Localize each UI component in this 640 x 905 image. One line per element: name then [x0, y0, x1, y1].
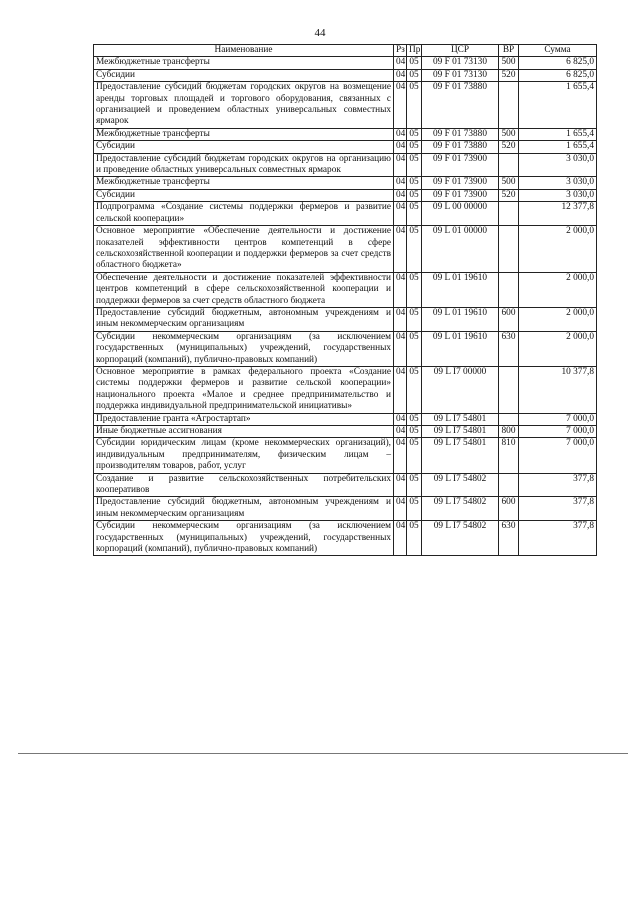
row-rz: 04 [394, 189, 407, 201]
row-sum: 377,8 [519, 521, 597, 556]
row-pr: 05 [407, 366, 422, 413]
column-header-pr: Пр [407, 45, 422, 57]
row-name: Предоставление субсидий бюджетным, автономным учреждениям и иным некоммерческим организациям [94, 497, 394, 521]
row-pr: 05 [407, 497, 422, 521]
row-name: Межбюджетные трансферты [94, 57, 394, 69]
table-row [94, 473, 597, 497]
row-vr: 520 [499, 189, 519, 201]
row-pr: 05 [407, 413, 422, 425]
row-sum: 6 825,0 [519, 57, 597, 69]
row-rz: 04 [394, 413, 407, 425]
row-pr: 05 [407, 438, 422, 473]
row-name: Предоставление субсидий бюджетным, автономным учреждениям и иным некоммерческим организациям [94, 307, 394, 331]
row-csr: 09 L 01 00000 [422, 226, 499, 273]
row-vr: 500 [499, 128, 519, 140]
row-sum: 6 825,0 [519, 69, 597, 81]
row-sum: 7 000,0 [519, 426, 597, 438]
row-csr: 09 F 01 73130 [422, 57, 499, 69]
row-name: Субсидии [94, 141, 394, 153]
row-name: Предоставление субсидий бюджетам городских округов на организацию и проведение областных универсальных совместных ярмарок [94, 153, 394, 177]
row-pr: 05 [407, 226, 422, 273]
table-row [94, 307, 597, 331]
row-sum: 2 000,0 [519, 272, 597, 307]
row-sum: 2 000,0 [519, 307, 597, 331]
row-sum: 1 655,4 [519, 141, 597, 153]
table-row [94, 177, 597, 189]
row-pr: 05 [407, 473, 422, 497]
table-row [94, 57, 597, 69]
row-vr: 810 [499, 438, 519, 473]
row-rz: 04 [394, 272, 407, 307]
row-vr [499, 473, 519, 497]
row-sum: 2 000,0 [519, 331, 597, 366]
table-row [94, 128, 597, 140]
row-rz: 04 [394, 177, 407, 189]
row-vr: 800 [499, 426, 519, 438]
row-vr: 520 [499, 69, 519, 81]
row-name: Субсидии [94, 69, 394, 81]
row-pr: 05 [407, 331, 422, 366]
row-name: Предоставление субсидий бюджетам городских округов на возмещение аренды торговых площадей и торгового оборудования, связанных с организацией и проведением областных универсальных совместных ярмарок [94, 82, 394, 129]
row-pr: 05 [407, 189, 422, 201]
column-header-csr: ЦСР [422, 45, 499, 57]
row-sum: 1 655,4 [519, 82, 597, 129]
row-rz: 04 [394, 497, 407, 521]
column-header-vr: ВР [499, 45, 519, 57]
row-rz: 04 [394, 128, 407, 140]
row-vr [499, 413, 519, 425]
table-row [94, 202, 597, 226]
row-vr: 600 [499, 497, 519, 521]
row-name: Иные бюджетные ассигнования [94, 426, 394, 438]
row-sum: 7 000,0 [519, 413, 597, 425]
table-row [94, 189, 597, 201]
table-row [94, 413, 597, 425]
row-rz: 04 [394, 57, 407, 69]
column-header-name: Наименование [94, 45, 394, 57]
column-header-rz: Рз [394, 45, 407, 57]
row-vr [499, 153, 519, 177]
bottom-divider [18, 753, 628, 754]
row-csr: 09 F 01 73900 [422, 189, 499, 201]
table-row [94, 226, 597, 273]
row-vr: 520 [499, 141, 519, 153]
table-row [94, 141, 597, 153]
row-csr: 09 F 01 73880 [422, 128, 499, 140]
row-csr: 09 F 01 73880 [422, 82, 499, 129]
row-pr: 05 [407, 521, 422, 556]
row-csr: 09 L I7 54802 [422, 497, 499, 521]
row-vr: 630 [499, 331, 519, 366]
row-csr: 09 L I7 54801 [422, 413, 499, 425]
row-sum: 377,8 [519, 497, 597, 521]
row-vr [499, 82, 519, 129]
row-pr: 05 [407, 202, 422, 226]
row-rz: 04 [394, 473, 407, 497]
row-pr: 05 [407, 141, 422, 153]
row-sum: 2 000,0 [519, 226, 597, 273]
row-rz: 04 [394, 153, 407, 177]
row-name: Основное мероприятие в рамках федерального проекта «Создание системы поддержки фермеров и развитие сельской кооперации» национального проекта «Малое и среднее предпринимательство и поддержка индивидуальной предпринимательской инициативы» [94, 366, 394, 413]
row-vr: 600 [499, 307, 519, 331]
row-rz: 04 [394, 307, 407, 331]
row-csr: 09 F 01 73900 [422, 153, 499, 177]
table-row [94, 153, 597, 177]
row-sum: 3 030,0 [519, 189, 597, 201]
row-sum: 1 655,4 [519, 128, 597, 140]
row-name: Субсидии [94, 189, 394, 201]
row-pr: 05 [407, 82, 422, 129]
row-name: Субсидии некоммерческим организациям (за исключением государственных (муниципальных) учреждений, государственных корпораций (компаний), публично-правовых компаний) [94, 331, 394, 366]
row-rz: 04 [394, 82, 407, 129]
row-sum: 12 377,8 [519, 202, 597, 226]
row-name: Субсидии юридическим лицам (кроме некоммерческих организаций), индивидуальным предпринимателям, физическим лицам – производителям товаров, работ, услуг [94, 438, 394, 473]
row-csr: 09 L 01 19610 [422, 331, 499, 366]
row-pr: 05 [407, 69, 422, 81]
row-rz: 04 [394, 438, 407, 473]
row-name: Основное мероприятие «Обеспечение деятельности и достижение показателей эффективности центров компетенций в сфере сельскохозяйственной кооперации и поддержки фермеров за счет средств областного бюджета» [94, 226, 394, 273]
row-pr: 05 [407, 307, 422, 331]
row-rz: 04 [394, 202, 407, 226]
table-row [94, 272, 597, 307]
row-vr [499, 272, 519, 307]
row-name: Межбюджетные трансферты [94, 128, 394, 140]
row-name: Субсидии некоммерческим организациям (за исключением государственных (муниципальных) учреждений, государственных корпораций (компаний), публично-правовых компаний) [94, 521, 394, 556]
budget-table [93, 44, 597, 556]
row-csr: 09 F 01 73130 [422, 69, 499, 81]
row-csr: 09 L I7 54802 [422, 473, 499, 497]
row-sum: 3 030,0 [519, 177, 597, 189]
row-rz: 04 [394, 141, 407, 153]
row-csr: 09 L 01 19610 [422, 272, 499, 307]
table-row [94, 521, 597, 556]
row-name: Обеспечение деятельности и достижение показателей эффективности центров компетенций в сфере сельскохозяйственной кооперации и поддержки фермеров за счет средств областного бюджета [94, 272, 394, 307]
table-row [94, 366, 597, 413]
row-pr: 05 [407, 57, 422, 69]
row-csr: 09 L I7 00000 [422, 366, 499, 413]
row-csr: 09 L 01 19610 [422, 307, 499, 331]
row-rz: 04 [394, 331, 407, 366]
row-csr: 09 L I7 54801 [422, 426, 499, 438]
row-vr: 500 [499, 57, 519, 69]
row-sum: 3 030,0 [519, 153, 597, 177]
row-sum: 10 377,8 [519, 366, 597, 413]
table-row [94, 438, 597, 473]
row-csr: 09 L I7 54802 [422, 521, 499, 556]
table-body [94, 57, 597, 556]
row-rz: 04 [394, 426, 407, 438]
row-pr: 05 [407, 177, 422, 189]
row-rz: 04 [394, 226, 407, 273]
row-name: Предоставление гранта «Агростартап» [94, 413, 394, 425]
row-csr: 09 L 00 00000 [422, 202, 499, 226]
row-name: Подпрограмма «Создание системы поддержки фермеров и развитие сельской кооперации» [94, 202, 394, 226]
table-header-row [94, 45, 597, 57]
column-header-sum: Сумма [519, 45, 597, 57]
row-pr: 05 [407, 153, 422, 177]
table-row [94, 331, 597, 366]
row-vr: 500 [499, 177, 519, 189]
table-row [94, 497, 597, 521]
row-vr [499, 202, 519, 226]
row-vr [499, 226, 519, 273]
row-vr [499, 366, 519, 413]
row-pr: 05 [407, 272, 422, 307]
table-row [94, 69, 597, 81]
table-row [94, 426, 597, 438]
row-rz: 04 [394, 69, 407, 81]
row-rz: 04 [394, 366, 407, 413]
row-rz: 04 [394, 521, 407, 556]
row-sum: 7 000,0 [519, 438, 597, 473]
row-pr: 05 [407, 426, 422, 438]
row-csr: 09 L I7 54801 [422, 438, 499, 473]
row-name: Межбюджетные трансферты [94, 177, 394, 189]
row-name: Создание и развитие сельскохозяйственных потребительских кооперативов [94, 473, 394, 497]
page-number: 44 [314, 27, 326, 39]
row-csr: 09 F 01 73880 [422, 141, 499, 153]
row-csr: 09 F 01 73900 [422, 177, 499, 189]
row-vr: 630 [499, 521, 519, 556]
table-row [94, 82, 597, 129]
row-sum: 377,8 [519, 473, 597, 497]
row-pr: 05 [407, 128, 422, 140]
